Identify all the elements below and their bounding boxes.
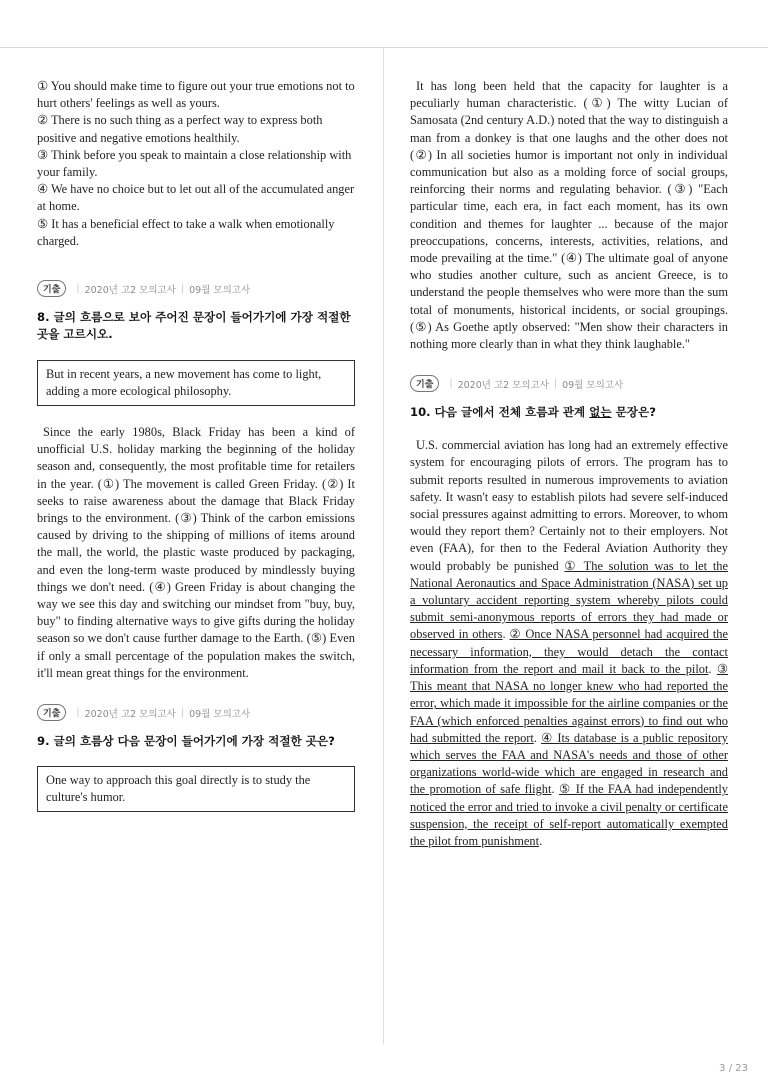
q10-sentence-3: ③ This meant that NASA no longer knew who had reported the error, which made it impossible for the airline companies or the FAA (which enforced penalties against errors) to find out who had submitted the report: [410, 661, 728, 745]
period: .: [502, 627, 506, 642]
q9-month: 09월 모의고사: [189, 708, 251, 720]
q10-sentence-1: ① The solution was to let the National Aeronautics and Space Administration (NASA) set up a voluntary accident reporting system whereby pilots could submit semi-anonymous reports of errors they had made or observed in others: [410, 558, 728, 642]
answer-options: [37, 78, 355, 250]
q10-sentence-2: ② Once NASA personnel had acquired the necessary information, they would detach the contact information from the report and mail it back to the pilot: [410, 627, 728, 676]
q8-month: 09월 모의고사: [189, 284, 251, 296]
q10-title-pre: 10. 다음 글에서 전체 흐름과 관계: [410, 405, 590, 420]
page-number: 3 / 23: [719, 1063, 748, 1074]
q10-source: [410, 375, 728, 392]
separator: |: [180, 283, 185, 295]
q10-title: [410, 404, 728, 421]
separator: |: [553, 378, 558, 390]
option-3: ③ Think before you speak to maintain a close relationship with your family.: [37, 147, 352, 180]
separator: |: [180, 707, 185, 719]
q9-title: 9. 글의 흐름상 다음 문장이 들어가기에 가장 적절한 곳은?: [37, 734, 335, 749]
q10-sentence-4: ④ Its database is a public repository which serves the FAA and NASA's needs and those of other organizations world-wide which are engaged in research and the promotion of safe flight: [410, 730, 728, 797]
q10-exam: 2020년 고2 모의고사: [457, 379, 549, 391]
q9-source: [37, 704, 355, 721]
q10-sentence-5: ⑤ If the FAA had independently noticed the error and tried to invoke a civil penalty or certificate suspension, the receipt of self-report automatically exempted the pilot from punishment: [410, 782, 728, 848]
q9-passage: It has long been held that the capacity for laughter is a peculiarly human characteristic. (①) The witty Lucian of Samosata (2nd century A.D.) noted that the way to distinguish a man from a donkey is that one laughs and the other does not (②) In all societies humor is important not only in individual communication but also as a molding force of social groups, reinforcing their norms and regulating behavior. (③) "Each particular time, each era, in fact each moment, has its own condition and themes for laughter ... because of the major preoccupations, concerns, interests, activities, relations, and mode prevailing at the time." (④) The ultimate goal of anyone who studies another culture, such as ancient Greece, is to understand the people themselves who were more than the sum total of monuments, historical incidents, or social groupings. (⑤) As Goethe aptly observed: "Men show their characters in nothing more clearly than in what they think laughable.": [410, 79, 728, 352]
period: .: [708, 661, 712, 676]
q10-intro: U.S. commercial aviation has long had an extremely effective system for encouraging pilots of errors. The program has to submit reports resulted in numerous improvements to aviation safety. It wasn't easy to establish pilots had severe self-induced social pressures against admitting to errors. Moreover, to whom would they report them? Certainly not to their employers. Not even (FAA), for then to the Federal Aviation Authority they would probably be punished: [410, 438, 728, 573]
q10-title-post: 문장은?: [611, 405, 656, 420]
q8-exam: 2020년 고2 모의고사: [84, 284, 176, 296]
q10-month: 09월 모의고사: [562, 379, 624, 391]
q9-exam: 2020년 고2 모의고사: [84, 708, 176, 720]
left-column: [37, 78, 355, 812]
q10-passage: [410, 437, 728, 850]
option-1: ① You should make time to figure out your true emotions not to hurt others' feelings as well as yours.: [37, 79, 355, 111]
separator: |: [449, 378, 453, 390]
q8-badge: 기출: [37, 280, 66, 297]
q8-passage: Since the early 1980s, Black Friday has been a kind of unofficial U.S. holiday marking the beginning of the holiday season and, consequently, the most profitable time for retailers in the year. (①) The movement is called Green Friday. (②) It seeks to raise awareness about the damage that Black Friday brings to the environment. (③) Think of the carbon emissions caused by driving to the shipping of millions of items around the mall, the world, the plastic waste produced by packaging, and even the long-term waste produced by mindlessly buying things we don't need. (④) Green Friday is about changing the way we see this day and switching our mindset from "buy, buy, buy" to finding alternative ways to give gifts during the holiday season so we don't cause further damage to the Earth. (⑤) Even if only a small percentage of the population makes the switch, it'll mean great things for the environment.: [37, 425, 355, 680]
period: .: [551, 782, 555, 797]
q10-badge: 기출: [410, 375, 439, 392]
period: .: [533, 730, 537, 745]
q9-badge: 기출: [37, 704, 66, 721]
separator: |: [76, 707, 80, 719]
option-5: ⑤ It has a beneficial effect to take a walk when emotionally charged.: [37, 216, 335, 248]
q8-title: 8. 글의 흐름으로 보아 주어진 문장이 들어가기에 가장 적절한 곳을 고르시오.: [37, 310, 351, 342]
column-divider: [383, 48, 384, 1044]
header-rule: [0, 47, 768, 48]
separator: |: [76, 283, 80, 295]
option-4: ④ We have no choice but to let out all of the accumulated anger at home.: [37, 182, 355, 214]
period: .: [539, 833, 543, 848]
q10-title-emphasis: 없는: [589, 405, 612, 420]
option-2: ② There is no such thing as a perfect way to express both positive and negative emotions healthily.: [37, 113, 323, 145]
right-column: [410, 78, 728, 850]
q8-given-sentence: But in recent years, a new movement has come to light, adding a more ecological philosophy.: [37, 360, 355, 406]
q8-source: [37, 280, 355, 297]
q9-given-sentence: One way to approach this goal directly is to study the culture's humor.: [37, 766, 355, 812]
